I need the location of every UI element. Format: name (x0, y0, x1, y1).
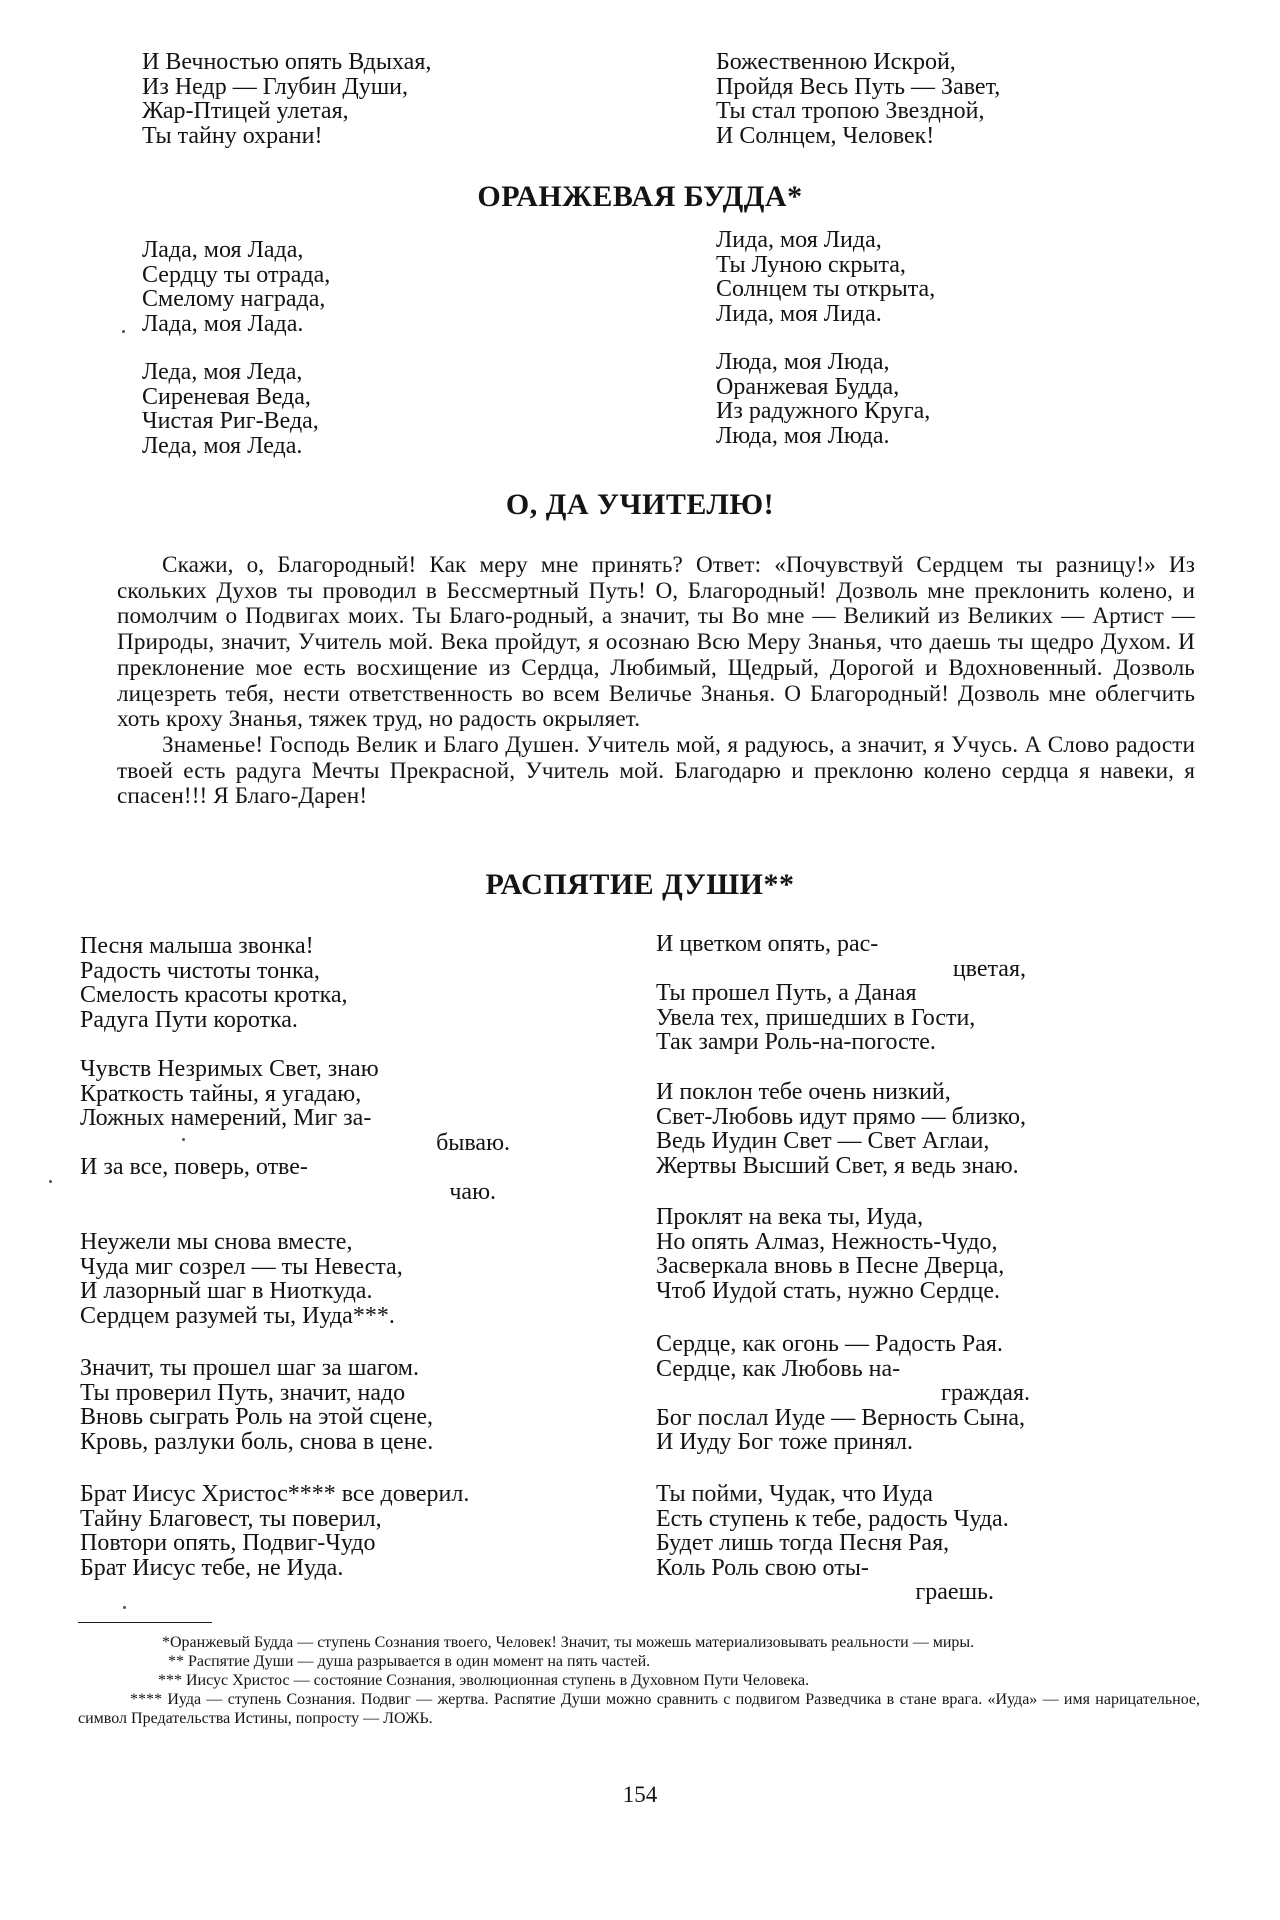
verse-line: Сиреневая Веда, (142, 383, 311, 410)
prose-paragraph: Скажи, о, Благородный! Как меру мне принять? Ответ: «Почувствуй Сердцем ты разницу!» Из скольких Духов ты проводил в Бессмертный Путь! О, Благородный! Дозволь мне преклонить колено, и помолчим о Подвигах моих. Ты Благо-родный, а значит, ты Во мне — Великий из Великих — Артист — Природы, значит, Учитель мой. Века пройдут, я осознаю Всю Меру Знанья, что даешь ты щедро Духом. И преклонение мое есть восхищение из Сердца, Любимый, Щедрый, Дорогой и Вдохновенный. Дозволь лицезреть тебя, нести ответственность во всем Величье Знанья. О Благородный! Дозволь мне облегчить хоть кроху Знанья, тяжек труд, но радость окрыляет. (117, 552, 1195, 733)
verse-line: Чуда миг созрел — ты Невеста, (80, 1253, 403, 1280)
verse-line: Краткость тайны, я угадаю, (80, 1080, 362, 1107)
verse-line: И поклон тебе очень низкий, (656, 1079, 951, 1105)
verse-line-continuation: граждая. (941, 1380, 1030, 1406)
verse-line: Брат Иисус тебе, не Иуда. (80, 1554, 344, 1581)
verse-line: Ты пойми, Чудак, что Иуда (656, 1481, 933, 1507)
prose-paragraph: Знаменье! Господь Велик и Благо Душен. Учитель мой, я радуюсь, а значит, я Учусь. А Слово радости твоей есть радуга Мечты Прекрасной, Учитель мой. Благодарю и преклоню колено сердца я навеки, я спасен!!! Я Благо-Дарен! (117, 731, 1195, 810)
verse-line: Неужели мы снова вместе, (80, 1229, 353, 1255)
poem3-stanza-right-3 (656, 1205, 1004, 1303)
verse-line: Ты тайну охрани! (142, 122, 323, 149)
page-number: 154 (622, 1782, 658, 1807)
verse-line: Люда, моя Люда, (716, 349, 890, 375)
verse-line: И Вечностью опять Вдыхая, (142, 49, 432, 75)
verse-line: Жертвы Высший Свет, я ведь знаю. (656, 1152, 1019, 1179)
verse-line: Сердце, как огонь — Радость Рая. (656, 1331, 1003, 1357)
verse-line: Ведь Иудин Свет — Свет Аглаи, (656, 1128, 990, 1154)
verse-line: Радость чистоты тонка, (80, 957, 320, 984)
poem-title-crucifixion: РАСПЯТИЕ ДУШИ** (485, 868, 795, 901)
verse-line: Песня малыша звонка! (80, 933, 314, 959)
verse-line: Сердцем разумей ты, Иуда***. (80, 1302, 395, 1329)
scan-speck (49, 1180, 52, 1183)
verse-line: Из радужного Круга, (716, 398, 931, 424)
footnote: *Оранжевый Будда — ступень Сознания твоего, Человек! Значит, ты можешь материализовывать реальности — миры. (162, 1634, 975, 1651)
poem3-stanza-left-3 (80, 1230, 403, 1328)
verse-line: Люда, моя Люда. (716, 422, 890, 449)
verse-line: И цветком опять, рас- (656, 931, 879, 957)
scan-speck (182, 1138, 185, 1141)
verse-line: Ты прошел Путь, а Даная (656, 980, 917, 1006)
verse-line: Сердце, как Любовь на- (656, 1355, 901, 1382)
verse-line: Коль Роль свою оты- (656, 1554, 869, 1581)
verse-line: Засверкала вновь в Песне Дверца, (656, 1253, 1005, 1279)
poem1-stanza-left-1 (142, 238, 330, 336)
verse-line: Значит, ты прошел шаг за шагом. (80, 1355, 419, 1381)
verse-line: И Иуду Бог тоже принял. (656, 1429, 914, 1455)
prose-block (117, 553, 1195, 810)
verse-line: Но опять Алмаз, Нежность-Чудо, (656, 1228, 998, 1255)
verse-line: Из Недр — Глубин Души, (142, 73, 409, 100)
verse-line-continuation: бываю. (436, 1129, 510, 1156)
poem3-stanza-right-5 (656, 1481, 1009, 1605)
verse-line: Проклят на века ты, Иуда, (656, 1204, 924, 1230)
verse-line: Ложных намерений, Миг за- (80, 1105, 372, 1131)
scan-speck (122, 330, 125, 333)
poem3-stanza-right-4 (656, 1332, 1030, 1455)
verse-line: Пройдя Весь Путь — Завет, (716, 73, 1001, 100)
verse-line: Так замри Роль-на-погосте. (656, 1029, 936, 1055)
verse-line: Солнцем ты открыта, (716, 276, 936, 302)
poem3-stanza-right-1 (656, 932, 1026, 1055)
verse-line: Чувств Незримых Свет, знаю (80, 1056, 379, 1082)
verse-line: Вновь сыграть Роль на этой сцене, (80, 1404, 434, 1430)
scan-speck (123, 1606, 126, 1609)
verse-line: Сердцу ты отрада, (142, 261, 331, 288)
poem1-stanza-right-2 (716, 350, 930, 448)
poem3-stanza-left-4 (80, 1356, 433, 1454)
footnote: **** Иуда — ступень Сознания. Подвиг — жертва. Распятие Души можно сравнить с подвигом Разведчика в стане врага. «Иуда» — имя нарицательное, символ Предательства Истины, попросту — ЛОЖЬ. (78, 1691, 1200, 1727)
footnote: ** Распятие Души — душа разрывается в один момент на пять частей. (168, 1653, 651, 1670)
verse-line: Жар-Птицей улетая, (142, 98, 349, 124)
verse-line: Есть ступень к тебе, радость Чуда. (656, 1505, 1009, 1532)
verse-line: Будет лишь тогда Песня Рая, (656, 1530, 950, 1556)
poem3-stanza-left-2 (80, 1057, 510, 1204)
verse-line: Ты проверил Путь, значит, надо (80, 1379, 406, 1406)
verse-line: Оранжевая Будда, (716, 373, 900, 400)
verse-line: Брат Иисус Христос**** все доверил. (80, 1481, 470, 1507)
verse-line: Чтоб Иудой стать, нужно Сердце. (656, 1277, 1001, 1304)
verse-line: Ты Луною скрыта, (716, 251, 906, 278)
verse-line: Лида, моя Лида. (716, 300, 882, 327)
verse-line-continuation: цветая, (952, 955, 1026, 982)
verse-line-continuation: граешь. (915, 1579, 994, 1605)
verse-line: Радуга Пути коротка. (80, 1006, 298, 1033)
intro-stanza-left (142, 50, 431, 148)
verse-line: И за все, поверь, отве- (80, 1154, 308, 1180)
verse-line: Бог послал Иуде — Верность Сына, (656, 1404, 1026, 1431)
verse-line: Тайну Благовест, ты поверил, (80, 1505, 382, 1532)
poem1-stanza-left-2 (142, 360, 319, 458)
verse-line: Лида, моя Лида, (716, 227, 882, 253)
verse-line: И лазорный шаг в Ниоткуда. (80, 1278, 373, 1304)
poem3-stanza-right-2 (656, 1080, 1026, 1178)
verse-line: Леда, моя Леда. (142, 432, 303, 459)
footnote: *** Иисус Христос — состояние Сознания, эволюционная ступень в Духовном Пути Человека. (158, 1672, 810, 1689)
verse-line: Леда, моя Леда, (142, 359, 303, 385)
verse-line: Увела тех, пришедших в Гости, (656, 1004, 976, 1031)
poem3-stanza-left-1 (80, 934, 348, 1032)
footnotes (78, 1633, 1200, 1728)
verse-line: Чистая Риг-Веда, (142, 408, 319, 434)
poem3-stanza-left-5 (80, 1482, 469, 1580)
verse-line: Смелость красоты кротка, (80, 982, 348, 1008)
intro-stanza-right (716, 50, 1000, 148)
poem-title-teacher: О, ДА УЧИТЕЛЮ! (505, 488, 775, 521)
verse-line: Свет-Любовь идут прямо — близко, (656, 1103, 1026, 1130)
verse-line: Лада, моя Лада. (142, 310, 304, 337)
verse-line: Лада, моя Лада, (142, 237, 304, 263)
verse-line: Ты стал тропою Звездной, (716, 98, 985, 124)
verse-line: Божественною Искрой, (716, 49, 956, 75)
verse-line: Смелому награда, (142, 286, 326, 312)
verse-line: Повтори опять, Подвиг-Чудо (80, 1530, 376, 1556)
footnote-divider (78, 1622, 212, 1623)
poem-title-orange-buddha: ОРАНЖЕВАЯ БУДДА* (477, 180, 803, 213)
verse-line-continuation: чаю. (449, 1178, 496, 1205)
verse-line: Кровь, разлуки боль, снова в цене. (80, 1428, 434, 1455)
verse-line: И Солнцем, Человек! (716, 122, 935, 149)
poem1-stanza-right-1 (716, 228, 935, 326)
